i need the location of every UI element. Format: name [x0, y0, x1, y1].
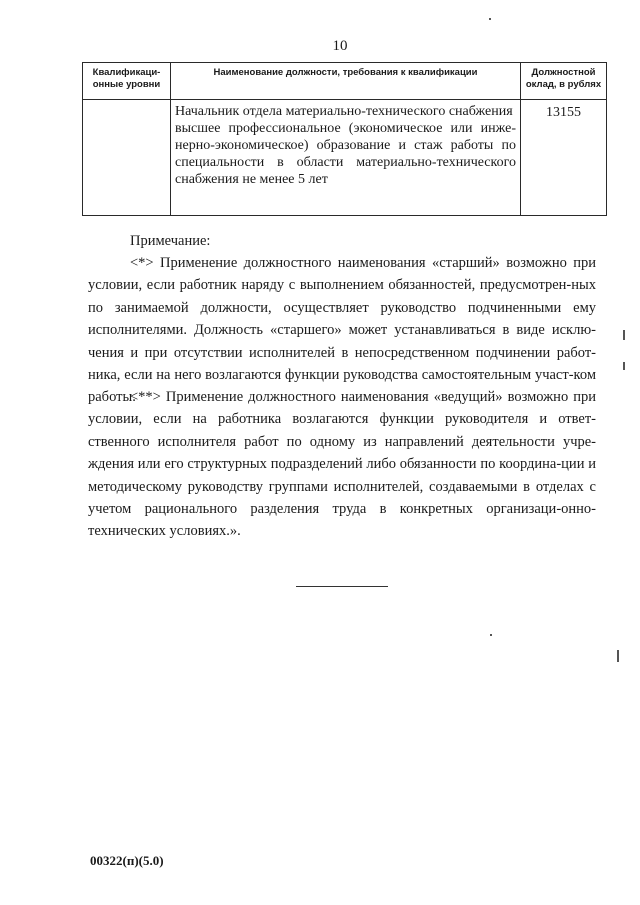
scan-speck: [489, 18, 491, 20]
scan-speck: [617, 650, 619, 662]
note-paragraph-1: <*> Применение должностного наименования «старший» возможно при условии, если работник наряду с выполнением обязанностей, предусмотрен-ных по занимаемой должности, осуществляет руководство подчиненными ему исполнителями. Должность «старшего» может устанавливаться в виде исклю-чения и при отсутствии исполнителей в непосредственном подчинении работ-ника, если на него возлагаются функции руководства самостоятельным участ-ком работы.: [88, 255, 596, 406]
footer-document-code: 00322(п)(5.0): [90, 853, 164, 868]
cell-qualification-level: [83, 100, 171, 216]
note-paragraph-2-block: [88, 386, 596, 543]
position-requirements: высшее профессиональное (экономическое или инже-нерно-экономическое) образование и стаж работы по специальности в области материально-технического снабжения не менее 5 лет: [175, 121, 516, 187]
note-title: Примечание:: [130, 233, 211, 249]
table-row: [83, 100, 607, 216]
separator-line: [296, 586, 388, 587]
cell-salary: 13155: [521, 100, 607, 216]
header-qualification-levels: Квалификаци-онные уровни: [83, 63, 171, 100]
page-number: 10: [332, 38, 348, 54]
note-paragraph-2: <**> Применение должностного наименования «ведущий» возможно при условии, если на работника возлагаются функции руководителя и ответ-ственного исполнителя работ по одному из направлений деятельности учре-ждения или его структурных подразделений либо обязанности по координа-ции и методическому руководству группами исполнителей, создаваемыми в отделах с учетом рационального разделения труда в конкретных организаци-онно-технических условиях.».: [88, 389, 596, 540]
scan-speck: [490, 634, 492, 636]
qualification-table: [82, 62, 607, 216]
header-position-requirements: Наименование должности, требования к квалификации: [171, 63, 521, 100]
table-header-row: [83, 63, 607, 100]
position-title: Начальник отдела материально-технического снабжения: [175, 104, 513, 119]
header-salary: Должностной оклад, в рублях: [521, 63, 607, 100]
cell-position: [171, 100, 521, 216]
scan-speck: [623, 330, 625, 340]
scan-speck: [623, 362, 625, 370]
